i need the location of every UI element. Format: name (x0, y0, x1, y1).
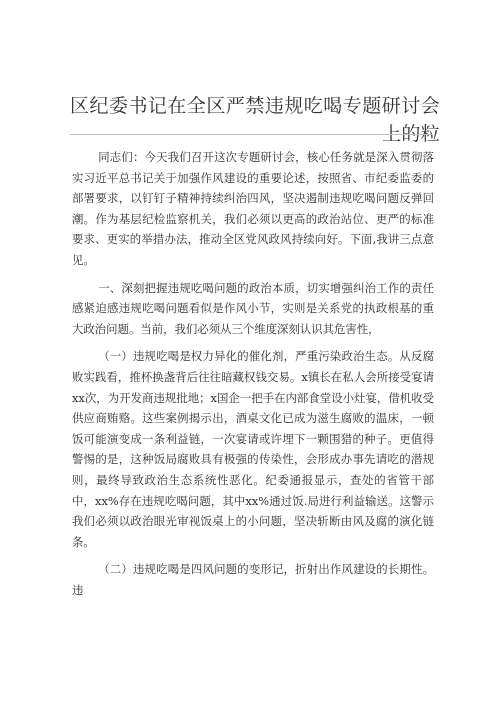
body-paragraph: 一、深刻把握违规吃喝问题的政治本质，切实增强纠治工作的责任感紧迫感违规吃喝问题看似是作风小节，实则是关系党的执政根基的重大政治问题。当前，我们必须从三个维度深刻认识其危害性， (72, 280, 434, 336)
body-paragraph: （一）违规吃喝是权力异化的催化剂，严重污染政治生态。从反腐败实践看，推杯换盏背后往往暗藏权钱交易。x镇长在私人会所接受宴请xx次，为开发商违规批地；x国企一把手在内部食堂设小灶宴，借机收受供应商贿赂。这些案例揭示出，酒桌文化已成为滋生腐败的温床，一顿饭可能演变成一条利益链，一次宴请或许埋下一颗围猎的种子。更值得警惕的是，这种饭局腐败具有极强的传染性，会形成办事先请吃的潜规则，最终导致政治生态系统性恶化。纪委通报显示，查处的省管干部中，xx%存在违规吃喝问题，其中xx%通过饭.局进行利益输送。这警示我们必须以政治眼光审视饭桌上的小问题，坚决斩断由风及腐的演化链条。 (72, 349, 434, 549)
body-paragraph: 同志们：今天我们召开这次专题研讨会，核心任务就是深入贯彻落实习近平总书记关于加强作风建设的重要论述，按照省、市纪委监委的部署要求，以钉钉子精神持续纠治四风，坚决遏制违规吃喝问题反弹回潮。作为基层纪检监察机关，我们必须以更高的政治站位、更严的标准要求、更实的举措办法，推动全区党风政风持续向好。下面,我讲三点意见。 (72, 150, 434, 267)
document-title: 区纪委书记在全区严禁违规吃喝专题研讨会上的粒 (70, 95, 440, 145)
title-underline (70, 134, 432, 135)
body-paragraph: （二）违规吃喝是四风问题的变形记，折射出作风建设的长期性。违 (72, 562, 434, 597)
document-body (72, 147, 434, 600)
